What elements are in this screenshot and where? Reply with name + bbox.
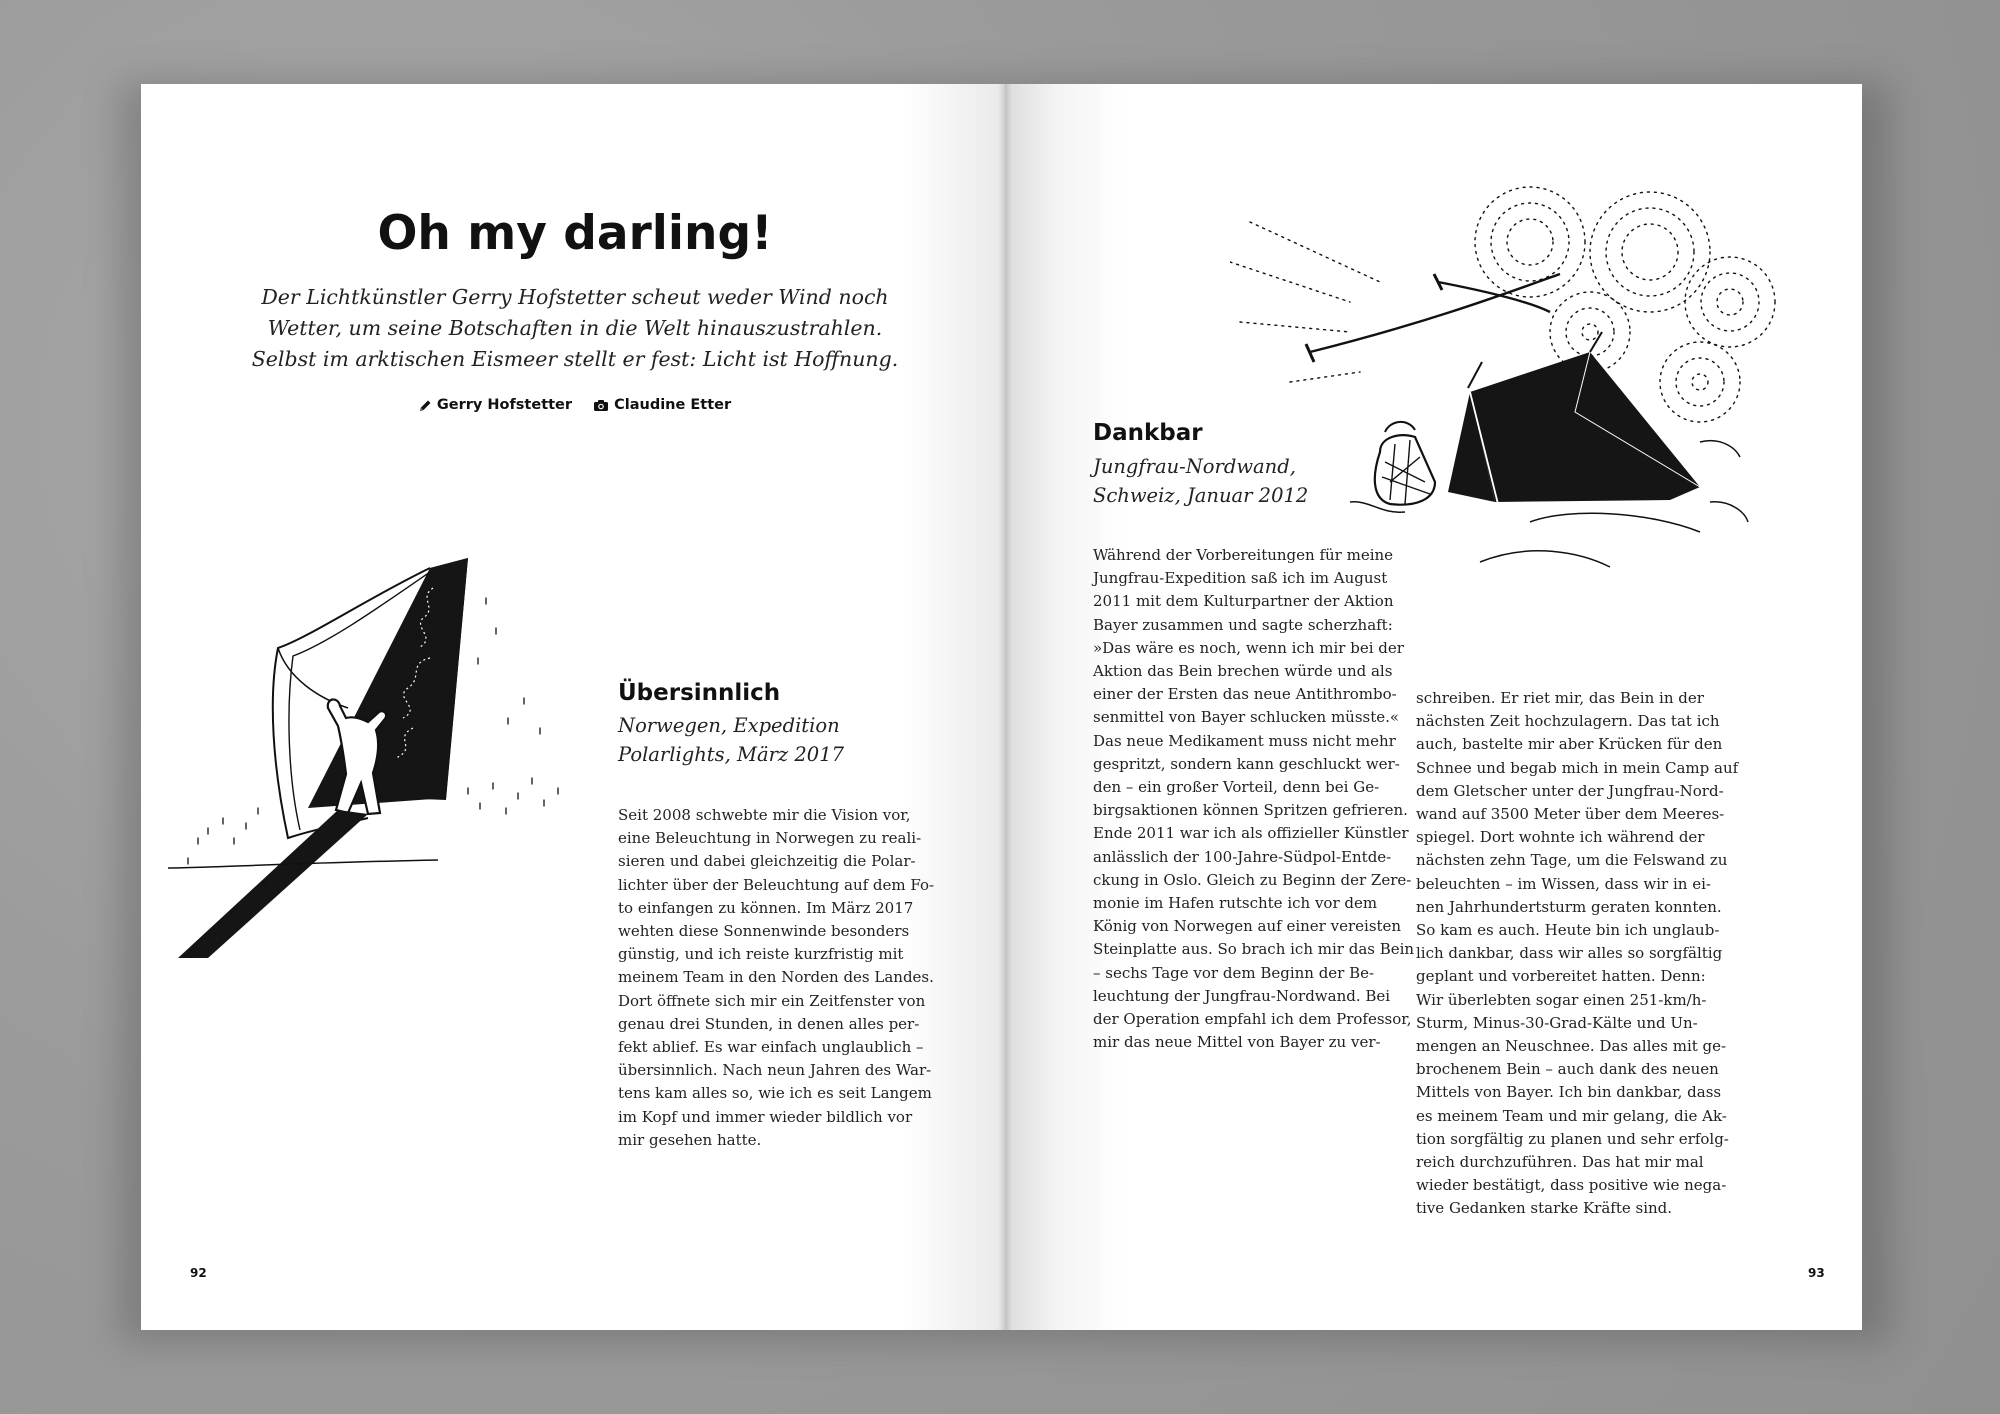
text-line: wand auf 3500 Meter über dem Meeres- [1416,805,1725,824]
text-line: tens kam alles so, wie ich es seit Langem [618,1084,932,1103]
text-line: mir gesehen hatte. [618,1130,762,1149]
text-line: nächsten zehn Tage, um die Felswand zu [1416,851,1728,870]
text-line: So kam es auch. Heute bin ich unglaub- [1416,921,1720,940]
section1-body [618,804,934,1152]
text-line: geplant und vorbereitet hatten. Denn: [1416,967,1706,986]
text-line: Dort öffnete sich mir ein Zeitfenster von [618,991,926,1010]
text-line: auch, bastelte mir aber Krücken für den [1416,735,1723,754]
text-line: beleuchten – im Wissen, dass wir in ei- [1416,874,1711,893]
section2-heading: Dankbar [1093,420,1203,446]
text-line: Bayer zusammen und sagte scherzhaft: [1093,615,1393,634]
subtitle-line: Jungfrau-Nordwand, [1093,455,1296,478]
text-line: Steinplatte aus. So brach ich mir das Bein [1093,940,1415,959]
subtitle-line: Schweiz, Januar 2012 [1093,484,1309,507]
text-line: brochenem Bein – auch dank des neuen [1416,1060,1719,1079]
text-line: mengen an Neuschnee. Das alles mit ge- [1416,1037,1727,1056]
text-line: Seit 2008 schwebte mir die Vision vor, [618,806,911,824]
text-line: nen Jahrhundertsturm geraten konnten. [1416,897,1722,916]
text-line: spiegel. Dort wohnte ich während der [1416,828,1705,847]
text-line: wehten diese Sonnenwinde besonders [618,922,910,941]
text-line: mir das neue Mittel von Bayer zu ver- [1093,1033,1381,1052]
text-line: schreiben. Er riet mir, das Bein in der [1416,689,1704,707]
text-line: im Kopf und immer wieder bildlich vor [618,1107,913,1126]
text-line: den – ein großer Vorteil, denn bei Ge- [1093,778,1380,797]
text-line: leuchtung der Jungfrau-Nordwand. Bei [1093,986,1391,1005]
section2-body-column1 [1093,544,1414,1054]
text-line: tive Gedanken starke Kräfte sind. [1416,1199,1673,1218]
text-line: König von Norwegen auf einer vereisten [1093,917,1402,936]
text-line: Wir überlebten sogar einen 251-km/h- [1416,990,1707,1009]
text-line: Jungfrau-Expedition saß ich im August [1093,569,1388,588]
lead-line: Der Lichtkünstler Gerry Hofstetter scheut weder Wind noch [261,285,889,309]
tent-in-snowstorm-illustration [1230,182,1790,572]
text-line: Schnee und begab mich in mein Camp auf [1416,758,1739,777]
text-line: sieren und dabei gleichzeitig die Polar- [618,852,916,871]
text-line: eine Beleuchtung in Norwegen zu reali- [618,829,922,848]
text-line: Mittels von Bayer. Ich bin dankbar, dass [1416,1083,1722,1102]
text-line: fekt ablief. Es war einfach unglaublich – [618,1038,924,1057]
article-credits [140,397,1010,416]
text-line: birgsaktionen können Spritzen gefrieren. [1093,801,1408,820]
text-line: einer der Ersten das neue Antithrombo- [1093,685,1397,704]
text-line: günstig, und ich reiste kurzfristig mit [618,945,904,964]
text-line: Während der Vorbereitungen für meine [1093,546,1394,564]
text-line: dem Gletscher unter der Jungfrau-Nord- [1416,781,1724,800]
text-line: lich dankbar, dass wir alles so sorgfältig [1416,944,1723,963]
author-credit [419,397,572,413]
author-name: Gerry Hofstetter [436,397,573,413]
text-line: »Das wäre es noch, wenn ich mir bei der [1093,638,1404,657]
text-line: wieder bestätigt, dass positive wie nega- [1416,1176,1727,1195]
section2-body-column2 [1416,687,1738,1221]
text-line: reich durchzuführen. Das hat mir mal [1416,1153,1704,1172]
text-line: tion sorgfältig zu planen und sehr erfolg- [1416,1129,1729,1148]
camera-icon [593,399,609,412]
lead-line: Wetter, um seine Botschaften in die Welt hinauszustrahlen. [267,316,883,340]
text-line: übersinnlich. Nach neun Jahren des War- [618,1061,932,1080]
photographer-name: Claudine Etter [614,397,732,413]
section1-heading: Übersinnlich [618,680,781,706]
text-line: meinem Team in den Norden des Landes. [618,968,934,987]
text-line: Das neue Medikament muss nicht mehr [1093,731,1396,750]
subtitle-line: Norwegen, Expedition [618,714,840,737]
text-line: senmittel von Bayer schlucken müsste.« [1093,708,1400,727]
section1-subtitle [618,711,844,769]
article-lead [200,282,950,375]
lead-line: Selbst im arktischen Eismeer stellt er fest: Licht ist Hoffnung. [251,347,899,371]
text-line: – sechs Tage vor dem Beginn der Be- [1093,963,1375,982]
text-line: nächsten Zeit hochzulagern. Das tat ich [1416,712,1720,731]
text-line: lichter über der Beleuchtung auf dem Fo- [618,875,935,894]
text-line: gespritzt, sondern kann geschluckt wer- [1093,754,1400,773]
text-line: der Operation empfahl ich dem Professor, [1093,1010,1412,1029]
subtitle-line: Polarlights, März 2017 [618,743,845,766]
text-line: anlässlich der 100-Jahre-Südpol-Entde- [1093,847,1392,866]
figure-unveiling-curtain-illustration [168,538,608,978]
text-line: Ende 2011 war ich als offizieller Künstler [1093,824,1409,843]
section2-subtitle [1093,452,1308,510]
text-line: Aktion das Bein brechen würde und als [1093,662,1393,681]
book-gutter [998,84,1012,1330]
text-line: monie im Hafen rutschte ich vor dem [1093,894,1378,913]
pencil-icon [419,399,432,412]
article-title: Oh my darling! [377,206,773,261]
text-line: es meinem Team und mir gelang, die Ak- [1416,1106,1727,1125]
text-line: to einfangen zu können. Im März 2017 [618,898,914,917]
photo-credit [593,397,731,413]
page-number-left: 92 [190,1266,207,1280]
text-line: Sturm, Minus-30-Grad-Kälte und Un- [1416,1013,1698,1032]
page-number-right: 93 [1808,1266,1825,1280]
text-line: ckung in Oslo. Gleich zu Beginn der Zere- [1093,870,1412,889]
text-line: 2011 mit dem Kulturpartner der Aktion [1093,592,1394,611]
text-line: genau drei Stunden, in denen alles per- [618,1014,920,1033]
